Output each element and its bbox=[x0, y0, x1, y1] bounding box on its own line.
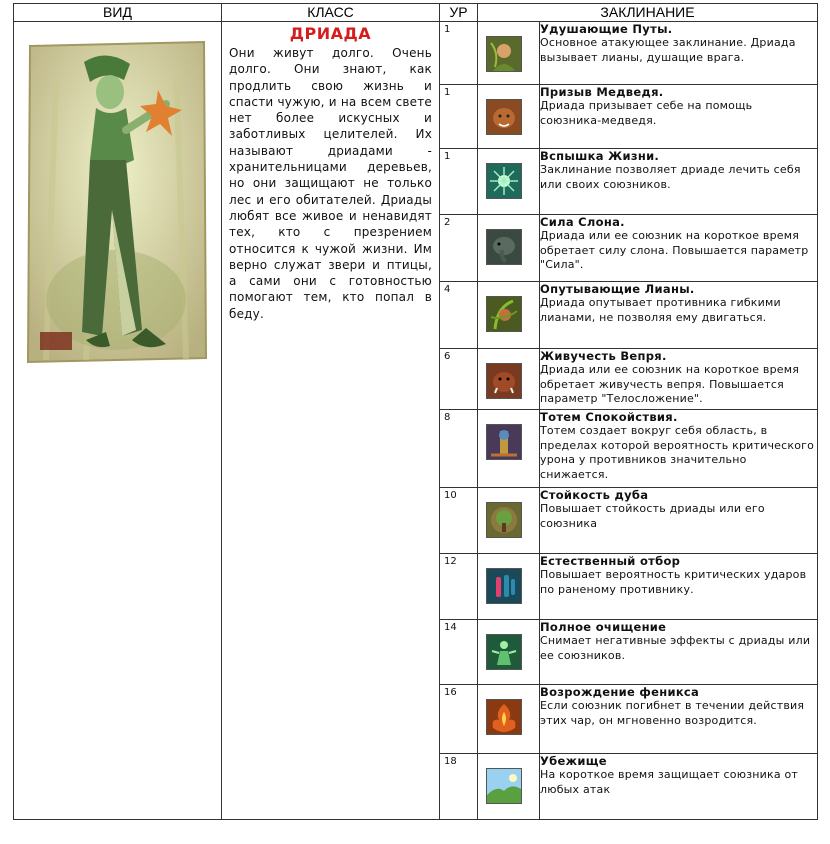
elephant-icon bbox=[486, 229, 522, 265]
spell-name: Удушающие Путы. bbox=[540, 22, 673, 36]
spell-description: Дриада опутывает противника гибкими лианами, не позволяя ему двигаться. bbox=[540, 296, 781, 324]
spell-description: Если союзник погибнет в течении действия этих чар, он мгновенно возродится. bbox=[540, 699, 805, 727]
spell-icon-cell bbox=[478, 282, 540, 349]
view-cell bbox=[14, 22, 222, 820]
vines-face-icon bbox=[486, 36, 522, 72]
purify-icon bbox=[486, 634, 522, 670]
selection-icon bbox=[486, 568, 522, 604]
spell-info-cell bbox=[540, 620, 818, 685]
spell-description: Тотем создает вокруг себя область, в пределах которой вероятность критического урона у противников значительно снижается. bbox=[540, 424, 815, 481]
spell-level-cell bbox=[440, 410, 478, 488]
spell-level: 10 bbox=[444, 490, 457, 501]
life-flash-icon bbox=[486, 163, 522, 199]
bear-icon bbox=[486, 99, 522, 135]
dryad-portrait-icon bbox=[26, 40, 208, 364]
spell-icon-cell bbox=[478, 410, 540, 488]
header-view: ВИД bbox=[14, 4, 222, 22]
dryad-info-table bbox=[13, 3, 818, 820]
spell-level-cell bbox=[440, 620, 478, 685]
spell-info-cell bbox=[540, 22, 818, 85]
spell-level-cell bbox=[440, 685, 478, 754]
spell-name: Сила Слона. bbox=[540, 215, 625, 229]
spell-level-cell bbox=[440, 554, 478, 620]
spell-level-cell bbox=[440, 349, 478, 410]
spell-icon-cell bbox=[478, 488, 540, 554]
spell-name: Полное очищение bbox=[540, 620, 667, 634]
entangle-icon bbox=[486, 296, 522, 332]
sanctuary-icon bbox=[486, 768, 522, 804]
class-description: Они живут долго. Очень долго. Они знают, как продлить свою жизнь и спасти чужую, и на всем свете нет более искусных и заботливых целителей. Их называют дриадами - хранительницами деревьев, но они защищают не только лес и его обитателей. Дриады любят все живое и ненавидят тех, кто с презрением относится к чужой жизни. Им верно служат звери и птицы, а сами они с готовностью помогают тем, кто попал в беду. bbox=[229, 46, 432, 321]
spell-name: Тотем Спокойствия. bbox=[540, 410, 678, 424]
spell-description: Повышает стойкость дриады или его союзника bbox=[540, 502, 765, 530]
spell-description: Снимает негативные эффекты с дриады или ее союзников. bbox=[540, 634, 811, 662]
spell-level: 1 bbox=[444, 24, 451, 35]
spell-level: 1 bbox=[444, 151, 451, 162]
spell-name: Живучесть Вепря. bbox=[540, 349, 667, 363]
spell-name: Призыв Медведя. bbox=[540, 85, 664, 99]
header-row bbox=[14, 4, 818, 22]
spell-info-cell bbox=[540, 554, 818, 620]
spell-name: Возрождение феникса bbox=[540, 685, 700, 699]
spell-name: Естественный отбор bbox=[540, 554, 681, 568]
spell-info-cell bbox=[540, 685, 818, 754]
spell-name: Опутывающие Лианы. bbox=[540, 282, 695, 296]
header-spell: ЗАКЛИНАНИЕ bbox=[478, 4, 818, 22]
spell-icon-cell bbox=[478, 685, 540, 754]
spell-name: Стойкость дуба bbox=[540, 488, 649, 502]
spell-info-cell bbox=[540, 149, 818, 215]
spell-level: 16 bbox=[444, 687, 457, 698]
spell-level: 18 bbox=[444, 756, 457, 767]
class-cell bbox=[222, 22, 440, 820]
spell-icon-cell bbox=[478, 215, 540, 282]
spell-level: 2 bbox=[444, 217, 451, 228]
spell-level-cell bbox=[440, 282, 478, 349]
boar-icon bbox=[486, 363, 522, 399]
spell-name: Убежище bbox=[540, 754, 607, 768]
spell-description: Дриада призывает себе на помощь союзника-медведя. bbox=[540, 99, 753, 127]
spell-level: 14 bbox=[444, 622, 457, 633]
spell-description: Повышает вероятность критических ударов по раненому противнику. bbox=[540, 568, 807, 596]
oak-icon bbox=[486, 502, 522, 538]
spell-icon-cell bbox=[478, 754, 540, 820]
phoenix-icon bbox=[486, 699, 522, 735]
spell-row bbox=[14, 22, 818, 85]
spell-level: 4 bbox=[444, 284, 451, 295]
totem-icon bbox=[486, 424, 522, 460]
spell-icon-cell bbox=[478, 149, 540, 215]
spell-level-cell bbox=[440, 215, 478, 282]
class-name: ДРИАДА bbox=[289, 24, 372, 43]
spell-level: 6 bbox=[444, 351, 451, 362]
spell-description: Дриада или ее союзник на короткое время обретает живучесть вепря. Повышается параметр "Телосложение". bbox=[540, 363, 800, 405]
spell-icon-cell bbox=[478, 349, 540, 410]
spell-description: На короткое время защищает союзника от любых атак bbox=[540, 768, 799, 796]
spell-info-cell bbox=[540, 282, 818, 349]
spell-level: 12 bbox=[444, 556, 457, 567]
spell-info-cell bbox=[540, 215, 818, 282]
spell-level: 1 bbox=[444, 87, 451, 98]
spell-info-cell bbox=[540, 85, 818, 149]
spell-icon-cell bbox=[478, 22, 540, 85]
spell-level-cell bbox=[440, 85, 478, 149]
spell-level: 8 bbox=[444, 412, 451, 423]
spell-icon-cell bbox=[478, 620, 540, 685]
spell-icon-cell bbox=[478, 85, 540, 149]
spell-info-cell bbox=[540, 754, 818, 820]
spell-info-cell bbox=[540, 488, 818, 554]
spell-icon-cell bbox=[478, 554, 540, 620]
spell-description: Дриада или ее союзник на короткое время обретает силу слона. Повышается параметр "Сила". bbox=[540, 229, 809, 271]
spell-level-cell bbox=[440, 754, 478, 820]
spell-info-cell bbox=[540, 410, 818, 488]
spell-description: Основное атакующее заклинание. Дриада вызывает лианы, душащие врага. bbox=[540, 36, 796, 64]
spell-info-cell bbox=[540, 349, 818, 410]
spell-description: Заклинание позволяет дриаде лечить себя или своих союзников. bbox=[540, 163, 801, 191]
spell-level-cell bbox=[440, 488, 478, 554]
header-class: КЛАСС bbox=[222, 4, 440, 22]
spell-level-cell bbox=[440, 149, 478, 215]
spell-level-cell bbox=[440, 22, 478, 85]
header-level: УР bbox=[440, 4, 478, 22]
spell-name: Вспышка Жизни. bbox=[540, 149, 660, 163]
